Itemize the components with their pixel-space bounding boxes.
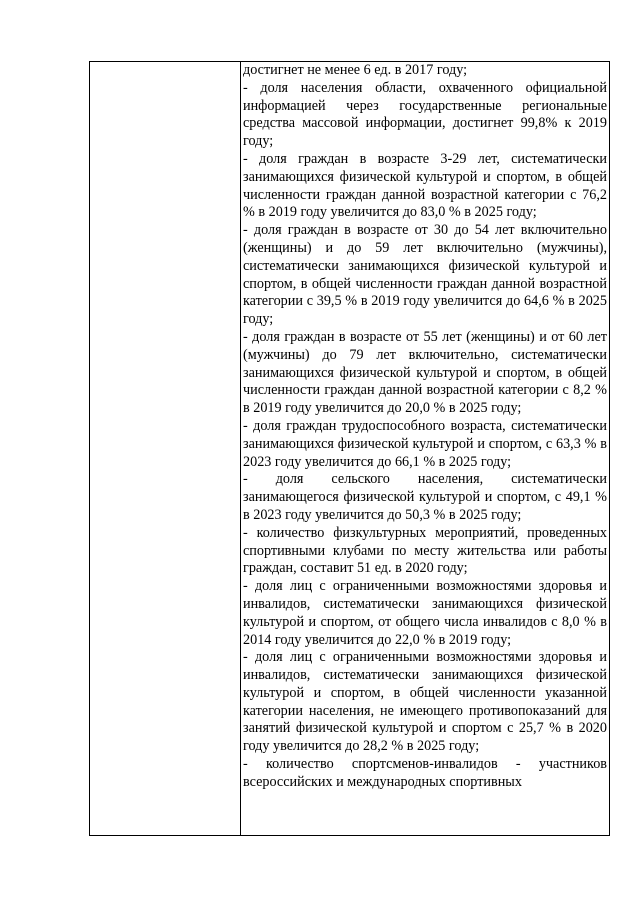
- paragraph: - доля граждан трудоспособного возраста, систематически занимающихся физической культурой и спортом, с 63,3 % в 2023 году увеличится до 66,1 % в 2025 году;: [243, 417, 607, 470]
- paragraph: - доля граждан в возрасте от 55 лет (женщины) и от 60 лет (мужчины) до 79 лет включительно, систематически занимающихся физической культурой и спортом, в общей численности граждан данной возрастной категории с 8,2 % в 2019 году увеличится до 20,0 % в 2025 году;: [243, 328, 607, 417]
- paragraph: достигнет не менее 6 ед. в 2017 году;: [243, 62, 468, 78]
- indicators-text: [241, 62, 609, 792]
- document-table: [89, 61, 610, 836]
- table-row: [90, 62, 610, 836]
- paragraph: - доля лиц с ограниченными возможностями здоровья и инвалидов, систематически занимающихся физической культурой и спортом, от общего числа инвалидов с 8,0 % в 2014 году увеличится до 22,0 % в 2019 году;: [243, 578, 607, 648]
- paragraph: - доля населения области, охваченного официальной информацией через государственные региональные средства массовой информации, достигнет 99,8% к 2019 году;: [243, 79, 607, 150]
- paragraph: - доля лиц с ограниченными возможностями здоровья и инвалидов, систематически занимающихся физической культурой и спортом, в общей численности указанной категории населения, не имеющего противопоказаний для занятий физической культурой и спортом с 25,7 % в 2020 году увеличится до 28,2 % в 2025 году;: [243, 649, 607, 755]
- paragraph: - доля граждан в возрасте 3-29 лет, систематически занимающихся физической культурой и спортом, в общей численности граждан данной возрастной категории с 76,2 % в 2019 году увеличится до 83,0 % в 2025 году;: [243, 150, 607, 221]
- empty-left-cell: [90, 62, 241, 836]
- paragraph: - доля граждан в возрасте от 30 до 54 лет включительно (женщины) и до 59 лет включительно (мужчины), систематически занимающихся физической культурой и спортом, в общей численности граждан данной возрастной категории с 39,5 % в 2019 году увеличится до 64,6 % в 2025 году;: [243, 222, 607, 328]
- indicators-cell: [241, 62, 610, 836]
- paragraph: - количество физкультурных мероприятий, проведенных спортивными клубами по месту жительства или работы граждан, составит 51 ед. в 2020 году;: [243, 524, 607, 577]
- paragraph: - количество спортсменов-инвалидов - участников всероссийских и международных спортивных: [243, 756, 607, 790]
- paragraph: - доля сельского населения, систематически занимающегося физической культурой и спортом, с 49,1 % в 2023 году увеличится до 50,3 % в 2025 году;: [243, 471, 607, 523]
